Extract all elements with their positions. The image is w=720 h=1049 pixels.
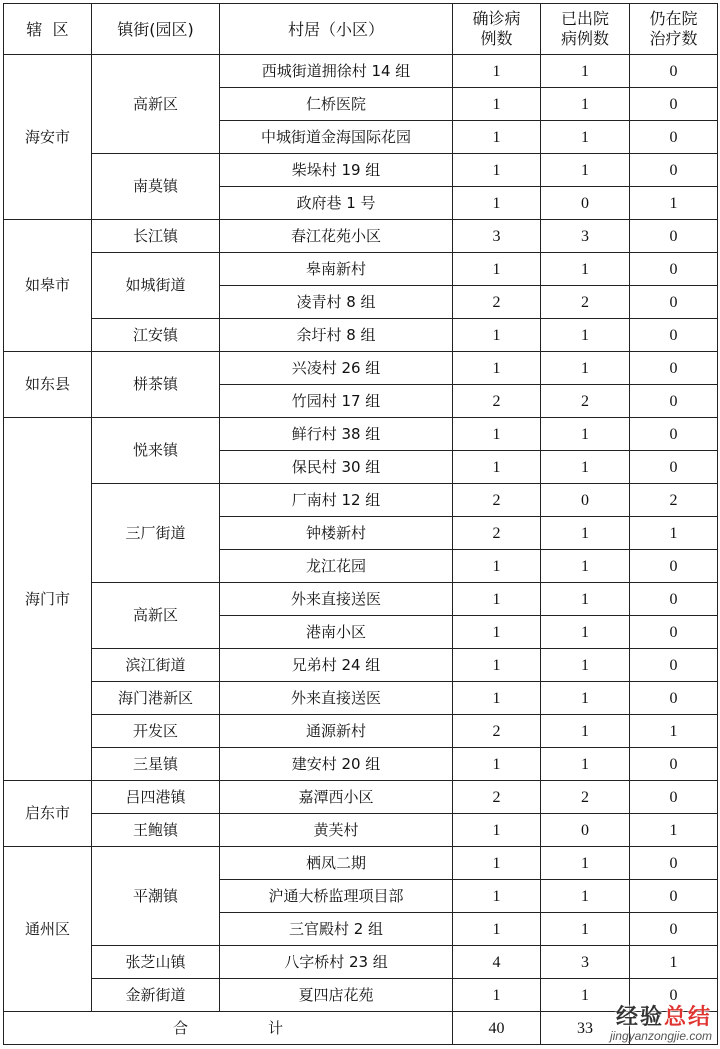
village-cell: 龙江花园 <box>220 550 453 583</box>
confirmed-cell: 1 <box>453 847 541 880</box>
table-row <box>4 715 718 748</box>
confirmed-cell: 1 <box>453 979 541 1012</box>
table-row <box>4 748 718 781</box>
header-discharged-line1: 已出院 <box>560 9 609 28</box>
town-cell: 长江镇 <box>92 220 220 253</box>
header-discharged-line2: 病例数 <box>560 29 609 48</box>
table-row <box>4 649 718 682</box>
confirmed-cell: 1 <box>453 913 541 946</box>
discharged-cell: 0 <box>541 484 630 517</box>
hospitalized-cell: 0 <box>630 583 718 616</box>
header-district: 辖 区 <box>4 4 92 55</box>
village-cell: 外来直接送医 <box>220 682 453 715</box>
table-row <box>4 253 718 286</box>
total-discharged: 33 <box>541 1012 630 1045</box>
village-cell: 沪通大桥监理项目部 <box>220 880 453 913</box>
discharged-cell: 1 <box>541 517 630 550</box>
discharged-cell: 1 <box>541 88 630 121</box>
table-row <box>4 814 718 847</box>
hospitalized-cell: 1 <box>630 187 718 220</box>
total-label-left: 合 <box>172 1018 188 1037</box>
discharged-cell: 1 <box>541 847 630 880</box>
hospitalized-cell: 0 <box>630 154 718 187</box>
table-row <box>4 352 718 385</box>
hospitalized-cell: 0 <box>630 385 718 418</box>
hospitalized-cell: 2 <box>630 484 718 517</box>
table-row <box>4 154 718 187</box>
hospitalized-cell: 1 <box>630 814 718 847</box>
table-row <box>4 979 718 1012</box>
table-row <box>4 847 718 880</box>
town-cell: 悦来镇 <box>92 418 220 484</box>
discharged-cell: 0 <box>541 814 630 847</box>
village-cell: 皋南新村 <box>220 253 453 286</box>
header-discharged <box>541 4 630 55</box>
header-hospitalized-line1: 仍在院 <box>649 9 698 28</box>
watermark-url: jingyanzongjie.com <box>609 1029 712 1043</box>
confirmed-cell: 1 <box>453 616 541 649</box>
hospitalized-cell: 0 <box>630 451 718 484</box>
village-cell: 通源新村 <box>220 715 453 748</box>
hospitalized-cell: 0 <box>630 979 718 1012</box>
confirmed-cell: 1 <box>453 451 541 484</box>
town-cell: 三厂街道 <box>92 484 220 583</box>
discharged-cell: 1 <box>541 682 630 715</box>
hospitalized-cell: 0 <box>630 682 718 715</box>
header-village: 村居（小区） <box>220 4 453 55</box>
confirmed-cell: 1 <box>453 55 541 88</box>
hospitalized-cell: 0 <box>630 880 718 913</box>
discharged-cell: 3 <box>541 946 630 979</box>
village-cell: 三官殿村 2 组 <box>220 913 453 946</box>
town-cell: 海门港新区 <box>92 682 220 715</box>
discharged-cell: 1 <box>541 913 630 946</box>
village-cell: 八字桥村 23 组 <box>220 946 453 979</box>
total-hospitalized <box>630 1012 718 1045</box>
discharged-cell: 1 <box>541 451 630 484</box>
hospitalized-cell: 0 <box>630 748 718 781</box>
table-row <box>4 682 718 715</box>
discharged-cell: 2 <box>541 286 630 319</box>
village-cell: 黄芙村 <box>220 814 453 847</box>
confirmed-cell: 2 <box>453 517 541 550</box>
confirmed-cell: 1 <box>453 583 541 616</box>
town-cell: 吕四港镇 <box>92 781 220 814</box>
hospitalized-cell: 0 <box>630 418 718 451</box>
table-row <box>4 418 718 451</box>
confirmed-cell: 4 <box>453 946 541 979</box>
hospitalized-cell: 0 <box>630 286 718 319</box>
town-cell: 滨江街道 <box>92 649 220 682</box>
town-cell: 高新区 <box>92 55 220 154</box>
district-cell: 海安市 <box>4 55 92 220</box>
discharged-cell: 3 <box>541 220 630 253</box>
village-cell: 中城街道金海国际花园 <box>220 121 453 154</box>
discharged-cell: 1 <box>541 880 630 913</box>
table-row <box>4 319 718 352</box>
discharged-cell: 1 <box>541 121 630 154</box>
confirmed-cell: 1 <box>453 253 541 286</box>
discharged-cell: 1 <box>541 649 630 682</box>
hospitalized-cell: 0 <box>630 352 718 385</box>
confirmed-cell: 2 <box>453 385 541 418</box>
confirmed-cell: 2 <box>453 484 541 517</box>
confirmed-cell: 2 <box>453 781 541 814</box>
discharged-cell: 1 <box>541 154 630 187</box>
village-cell: 夏四店花苑 <box>220 979 453 1012</box>
header-confirmed-line1: 确诊病 <box>472 9 521 28</box>
table-row <box>4 484 718 517</box>
discharged-cell: 1 <box>541 319 630 352</box>
header-town: 镇街(园区) <box>92 4 220 55</box>
confirmed-cell: 2 <box>453 715 541 748</box>
district-cell: 如皋市 <box>4 220 92 352</box>
discharged-cell: 1 <box>541 418 630 451</box>
village-cell: 春江花苑小区 <box>220 220 453 253</box>
village-cell: 竹园村 17 组 <box>220 385 453 418</box>
confirmed-cell: 1 <box>453 649 541 682</box>
village-cell: 兴凌村 26 组 <box>220 352 453 385</box>
town-cell: 平潮镇 <box>92 847 220 946</box>
discharged-cell: 2 <box>541 385 630 418</box>
table-row <box>4 583 718 616</box>
hospitalized-cell: 0 <box>630 55 718 88</box>
confirmed-cell: 1 <box>453 682 541 715</box>
town-cell: 江安镇 <box>92 319 220 352</box>
village-cell: 西城街道拥徐村 14 组 <box>220 55 453 88</box>
hospitalized-cell: 0 <box>630 319 718 352</box>
hospitalized-cell: 1 <box>630 715 718 748</box>
confirmed-cell: 1 <box>453 880 541 913</box>
header-row <box>4 4 718 55</box>
town-cell: 金新街道 <box>92 979 220 1012</box>
hospitalized-cell: 1 <box>630 946 718 979</box>
confirmed-cell: 2 <box>453 286 541 319</box>
village-cell: 厂南村 12 组 <box>220 484 453 517</box>
hospitalized-cell: 0 <box>630 649 718 682</box>
total-confirmed: 40 <box>453 1012 541 1045</box>
confirmed-cell: 1 <box>453 418 541 451</box>
hospitalized-cell: 0 <box>630 616 718 649</box>
village-cell: 余圩村 8 组 <box>220 319 453 352</box>
district-cell: 通州区 <box>4 847 92 1012</box>
table-row <box>4 55 718 88</box>
header-confirmed-line2: 例数 <box>480 29 513 48</box>
case-table <box>3 3 718 1045</box>
town-cell: 栟茶镇 <box>92 352 220 418</box>
district-cell: 如东县 <box>4 352 92 418</box>
table-row <box>4 946 718 979</box>
village-cell: 凌青村 8 组 <box>220 286 453 319</box>
watermark-text-a: 经验 <box>615 1005 664 1030</box>
village-cell: 柴垛村 19 组 <box>220 154 453 187</box>
confirmed-cell: 3 <box>453 220 541 253</box>
village-cell: 钟楼新村 <box>220 517 453 550</box>
confirmed-cell: 1 <box>453 748 541 781</box>
town-cell: 开发区 <box>92 715 220 748</box>
village-cell: 鲜行村 38 组 <box>220 418 453 451</box>
confirmed-cell: 1 <box>453 814 541 847</box>
confirmed-cell: 1 <box>453 88 541 121</box>
town-cell: 如城街道 <box>92 253 220 319</box>
table-body <box>4 55 718 1012</box>
discharged-cell: 1 <box>541 748 630 781</box>
confirmed-cell: 1 <box>453 187 541 220</box>
village-cell: 建安村 20 组 <box>220 748 453 781</box>
town-cell: 南莫镇 <box>92 154 220 220</box>
discharged-cell: 1 <box>541 979 630 1012</box>
town-cell: 王鲍镇 <box>92 814 220 847</box>
village-cell: 港南小区 <box>220 616 453 649</box>
district-cell: 启东市 <box>4 781 92 847</box>
village-cell: 嘉潭西小区 <box>220 781 453 814</box>
hospitalized-cell: 0 <box>630 550 718 583</box>
table-row <box>4 781 718 814</box>
district-cell: 海门市 <box>4 418 92 781</box>
discharged-cell: 1 <box>541 253 630 286</box>
town-cell: 高新区 <box>92 583 220 649</box>
hospitalized-cell: 0 <box>630 781 718 814</box>
village-cell: 政府巷 1 号 <box>220 187 453 220</box>
town-cell: 三星镇 <box>92 748 220 781</box>
table-row <box>4 220 718 253</box>
village-cell: 外来直接送医 <box>220 583 453 616</box>
discharged-cell: 2 <box>541 781 630 814</box>
hospitalized-cell: 0 <box>630 253 718 286</box>
header-hospitalized <box>630 4 718 55</box>
confirmed-cell: 1 <box>453 154 541 187</box>
confirmed-cell: 1 <box>453 319 541 352</box>
discharged-cell: 0 <box>541 187 630 220</box>
discharged-cell: 1 <box>541 352 630 385</box>
village-cell: 兄弟村 24 组 <box>220 649 453 682</box>
discharged-cell: 1 <box>541 616 630 649</box>
village-cell: 仁桥医院 <box>220 88 453 121</box>
discharged-cell: 1 <box>541 55 630 88</box>
header-hospitalized-line2: 治疗数 <box>649 29 698 48</box>
village-cell: 保民村 30 组 <box>220 451 453 484</box>
total-label <box>4 1012 453 1045</box>
town-cell: 张芝山镇 <box>92 946 220 979</box>
hospitalized-cell: 0 <box>630 121 718 154</box>
discharged-cell: 1 <box>541 583 630 616</box>
discharged-cell: 1 <box>541 715 630 748</box>
hospitalized-cell: 0 <box>630 220 718 253</box>
total-label-right: 计 <box>268 1018 284 1037</box>
confirmed-cell: 1 <box>453 121 541 154</box>
confirmed-cell: 1 <box>453 352 541 385</box>
discharged-cell: 1 <box>541 550 630 583</box>
village-cell: 栖凤二期 <box>220 847 453 880</box>
hospitalized-cell: 0 <box>630 88 718 121</box>
confirmed-cell: 1 <box>453 550 541 583</box>
hospitalized-cell: 1 <box>630 517 718 550</box>
header-confirmed <box>453 4 541 55</box>
watermark-text-b: 总结 <box>663 1005 712 1030</box>
total-row <box>4 1012 718 1045</box>
hospitalized-cell: 0 <box>630 913 718 946</box>
hospitalized-cell: 0 <box>630 847 718 880</box>
